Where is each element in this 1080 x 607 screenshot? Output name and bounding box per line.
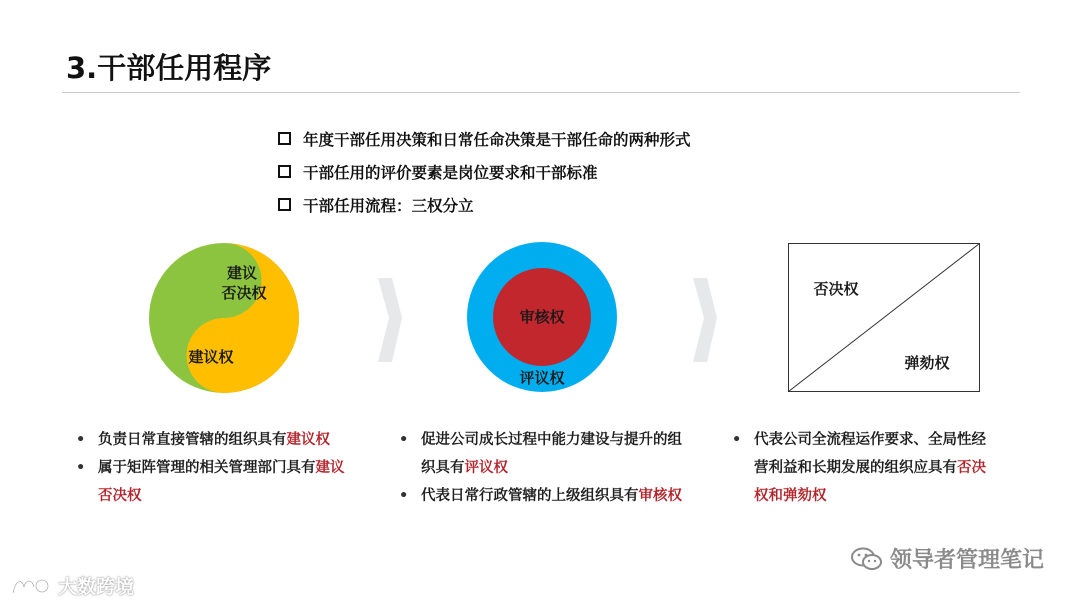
chevron-right-icon — [693, 278, 717, 362]
col1-b2-text: 属于矩阵管理的相关管理部门具有 — [98, 460, 316, 476]
diagram2-outer-label: 评议权 — [519, 369, 565, 387]
watermark-left — [10, 572, 134, 599]
list-item — [74, 426, 374, 454]
col1-b2-highlight-2: 否决权 — [98, 488, 142, 504]
list-item — [397, 426, 717, 482]
diagram2-inner-label: 审核权 — [519, 308, 565, 326]
yin-yang-diagram — [149, 243, 299, 393]
diagonal-split-square-diagram — [789, 244, 980, 392]
top-bullet-text: 干部任用的评价要素是岗位要求和干部标准 — [303, 163, 598, 182]
col1-b1-highlight: 建议权 — [286, 432, 330, 448]
col1-b1-text: 负责日常直接管辖的组织具有 — [98, 432, 287, 448]
col2-bullet-list — [397, 426, 717, 510]
col1-b2-highlight-1: 建议 — [315, 460, 345, 476]
top-bullet-text: 年度干部任用决策和日常任命决策是干部任命的两种形式 — [303, 130, 691, 149]
col2-b1-highlight: 评议权 — [464, 460, 508, 476]
col3-b1-text-1: 代表公司全流程运作要求、全局性经 — [754, 432, 986, 448]
col2-b2-text: 代表日常行政管辖的上级组织具有 — [421, 488, 639, 504]
list-item — [730, 426, 1030, 510]
list-item — [74, 454, 374, 510]
col3-b1-highlight-1: 否决 — [957, 460, 986, 476]
concentric-circle-diagram — [467, 242, 617, 392]
diagram1-lower-label: 建议权 — [188, 348, 234, 366]
col3-b1-text-2: 营利益和长期发展的组织应具有 — [754, 460, 957, 476]
col3-b1-highlight-2: 权和弹劾权 — [754, 488, 827, 504]
col3-bullet-list — [730, 426, 1030, 510]
col2-b1-text-2: 织具有 — [421, 460, 465, 476]
top-bullet-text: 干部任用流程：三权分立 — [303, 196, 474, 215]
col1-bullet-list — [74, 426, 374, 510]
col2-b1-text-1: 促进公司成长过程中能力建设与提升的组 — [421, 432, 682, 448]
diagram1-upper-label-2: 否决权 — [221, 284, 267, 302]
watermark-left-text: 大数跨境 — [58, 576, 135, 598]
brand-logo-icon — [10, 575, 54, 597]
wechat-icon — [850, 547, 884, 571]
watermark-right — [850, 543, 1044, 574]
diagram3-upper-label: 否决权 — [813, 280, 859, 298]
watermark-right-text: 领导者管理笔记 — [889, 548, 1044, 573]
diagram1-upper-label-1: 建议 — [226, 264, 258, 282]
col2-b2-highlight: 审核权 — [638, 488, 682, 504]
diagram3-lower-label: 弹劾权 — [904, 354, 950, 372]
page-title: 3.干部任用程序 — [66, 51, 272, 85]
chevron-right-icon — [378, 278, 402, 362]
list-item — [397, 482, 717, 510]
